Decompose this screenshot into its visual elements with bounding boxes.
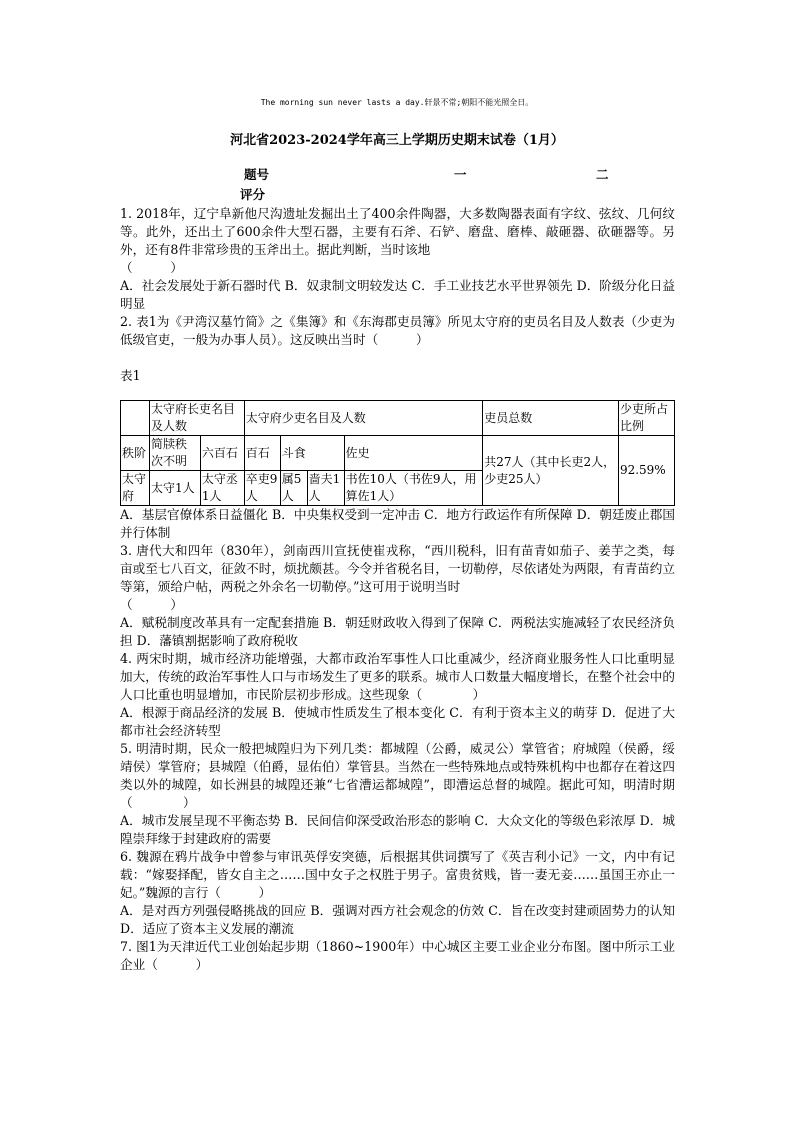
table-header-ratio: 少吏所占比例 <box>618 401 674 436</box>
score-label-score: 评分 <box>240 187 266 202</box>
question-list <box>120 205 675 974</box>
table-cell: 太守丞1人 <box>200 471 244 506</box>
table-header-total: 吏员总数 <box>483 401 619 436</box>
table-row-label: 秩阶 <box>121 436 150 471</box>
q7-stem: 7. 图1为天津近代工业创始起步期（1860~1900年）中心城区主要工业企业分布图。图中所示工业企业（ ） <box>120 939 675 972</box>
q6-options: A．是对西方列强侵略挑战的回应 B．强调对西方社会观念的仿效 C．旨在改变封建顽固势力的认知 D．适应了资本主义发展的潮流 <box>120 903 675 936</box>
table-caption: 表1 <box>120 368 141 383</box>
q3-stem: 3. 唐代大和四年（830年），剑南西川宣抚使崔戎称，“西川税科，旧有苗青如茄子、姜芋之类，每亩或至七八百文，征敛不时，烦扰颇甚。今令并省税名目，一切勒停，尽依诸处为两限，有青苗约立等第，颁给户帖，两税之外余名一切勒停。”这可用于说明当时 <box>120 543 675 594</box>
table-cell: 佐史 <box>344 436 483 471</box>
table-cell: 太守1人 <box>149 471 200 506</box>
table-cell-ratio: 92.59% <box>618 436 674 506</box>
table-cell <box>121 401 150 436</box>
score-col-2: 二 <box>596 167 609 182</box>
q1-stem: 1. 2018年，辽宁阜新他尺沟遗址发掘出土了400余件陶器，大多数陶器表面有字纹、弦纹、几何纹等。此外，还出土了600余件大型石器，主要有石斧、石铲、磨盘、磨棒、敲砸器、砍砸器等。另外，还有8件非常珍贵的玉斧出土。据此判断，当时该地 <box>120 206 675 257</box>
score-col-1: 一 <box>454 167 467 182</box>
table-cell: 书佐10人（书佐9人，用算佐1人） <box>344 471 483 506</box>
table-header-chief: 太守府长吏名目及人数 <box>149 401 244 436</box>
table-cell: 属5人 <box>280 471 307 506</box>
header-motto: The morning sun never lasts a day.轩景不常;朝阳不能光照全日。 <box>260 98 534 107</box>
score-label-question: 题号 <box>244 167 270 182</box>
page-title: 河北省2023-2024学年高三上学期历史期末试卷（1月） <box>230 133 564 148</box>
table-cell: 百石 <box>244 436 280 471</box>
table-header-minor: 太守府少吏名目及人数 <box>244 401 483 436</box>
q4-stem: 4. 两宋时期，城市经济功能增强，大都市政治军事性人口比重减少，经济商业服务性人口比重明显加大，传统的政治军事性人口与市场发生了更多的联系。城市人口数量大幅度增长，在整个社会中的人口比重也明显增加，市民阶层初步形成。这些现象（ ） <box>120 651 675 702</box>
q1-options: A．社会发展处于新石器时代 B．奴隶制文明较发达 C．手工业技艺水平世界领先 D．阶级分化日益明显 <box>120 278 675 311</box>
table-cell: 六百石 <box>200 436 244 471</box>
data-table <box>120 400 675 506</box>
table-cell: 斗食 <box>280 436 344 471</box>
q5-stem: 5. 明清时期，民众一般把城隍归为下列几类：都城隍（公爵，威灵公）掌管省；府城隍（侯爵，绥靖侯）掌管府；县城隍（伯爵，显佑伯）掌管县。当然在一些特殊地点或特殊机构中也都存在着这四类以外的城隍，如长洲县的城隍还兼“七省漕运都城隍”，即漕运总督的城隍。据此可知，明清时期（ ） <box>120 741 675 810</box>
q2-stem: 2. 表1为《尹湾汉墓竹简》之《集簿》和《东海郡吏员簿》所见太守府的吏员名目及人数表（少吏为低级官吏，一般为办事人员）。这反映出当时（ ） <box>120 314 675 347</box>
q1-blank: （ ） <box>120 260 183 275</box>
q6-stem: 6. 魏源在鸦片战争中曾参与审讯英俘安突德，后根据其供词撰写了《英吉利小记》一文，内中有记载：“嫁娶择配，皆女自主之……国中女子之权胜于男子。富贵贫贱，皆一妻无妾……虽国王亦止一妃。”魏源的言行（ ） <box>120 849 675 900</box>
q3-options: A．赋税制度改革具有一定配套措施 B．朝廷财政收入得到了保障 C．两税法实施减轻了农民经济负担 D．藩镇割据影响了政府税收 <box>120 615 675 648</box>
table-cell-total: 共27人（其中长吏2人，少吏25人） <box>483 436 619 506</box>
q2-options: A．基层官僚体系日益僵化 B．中央集权受到一定冲击 C．地方行政运作有所保障 D．朝廷废止郡国并行体制 <box>120 507 675 540</box>
q3-blank: （ ） <box>120 597 183 612</box>
table-cell: 卒吏9人 <box>244 471 280 506</box>
q5-options: A．城市发展呈现不平衡态势 B．民间信仰深受政治形态的影响 C．大众文化的等级色彩浓厚 D．城隍崇拜缘于封建政府的需要 <box>120 813 675 846</box>
table-row-label: 太守府 <box>121 471 150 506</box>
table-cell: 啬夫1人 <box>307 471 344 506</box>
q4-options: A．根源于商品经济的发展 B．使城市性质发生了根本变化 C．有利于资本主义的萌芽 D．促进了大都市社会经济转型 <box>120 705 675 738</box>
table-cell: 简牍秩次不明 <box>149 436 200 471</box>
